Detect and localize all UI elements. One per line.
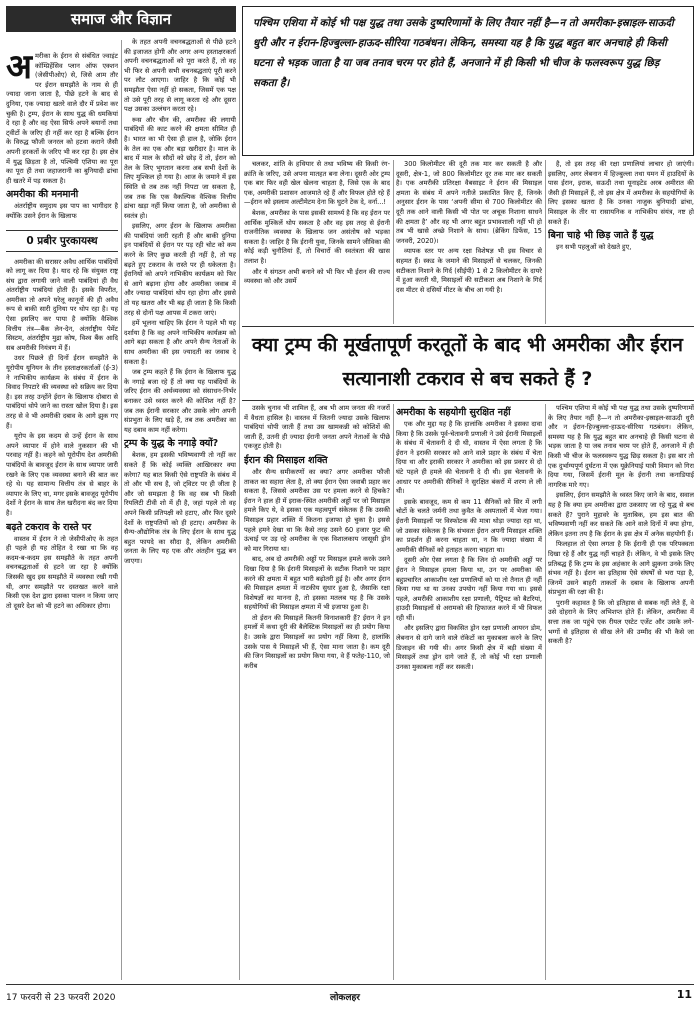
paragraph: है, तो इस तरह की रक्षा प्रणालियां लाचार हो जाएंगी। इसलिए, अगर लेबनान में हिज्बुल्ला तथा यमन में हाउदियों के पास ईरान, इराक, सऊदी तथा यूनाइटेड अरब अमीरात की जैसी ही मिसाइलें हैं, तो इस क्षेत्र में अमरीका के सहयोगियों के लिए इसका खतरा है कि उनका नाजुक बुनियादी ढांचा, मिसाइल के तीर या रासायनिक व नाभिकीय संयंत्र, नष्ट हो सकते हैं। bbox=[548, 160, 694, 226]
paragraph: अमरीका की सरासर अवैध आर्थिक पाबंदियों को लागू कर दिया है। याद रहे कि संयुक्त राष्ट्र संघ द्वारा लगायी जाने वाली पाबंदियां ही वैध अंतर्राष्ट्रीय पाबंदियां होती हैं। इसके विपरीत, अमरीका तो अपने घरेलू कानूनों की ही अवैध रूप से बाकी सारी दुनिया पर थोप रहा है। यह ऐसा इसलिए कर पाया है क्योंकि वैश्विक वित्तीय तंत्र—बैंक लेन-देन, अंतर्राष्ट्रीय पेमेंट सिस्टम, अंतर्राष्ट्रीय मुद्रा कोष, विश्व बैंक आदि सब अमरीकी नियंत्रण में हैं। bbox=[6, 257, 118, 352]
column-8 bbox=[548, 404, 694, 982]
subheading: अमरीका के सहयोगी सुरक्षित नहीं bbox=[396, 407, 511, 418]
paragraph: इसलिए, ईरान समझौते के ध्वस्त किए जाने के बाद, सवाल यह है कि क्या हम अमरीका द्वारा उकसाए जा रहे युद्ध से बच सकते हैं? पुराने मुहावरे के मुताबिक, हम इस बात की भविष्यवाणी नहीं कर सकते कि आने वाले दिनों में क्या होगा, लेकिन इतना तय है कि ईरान के इस क्षेत्र में अनेक सहयोगी हैं। bbox=[548, 491, 694, 538]
column-rule bbox=[239, 40, 240, 980]
column-rule bbox=[393, 160, 394, 324]
paragraph: दूसरी ओर ऐसा लगता है कि जिन दो अमरीकी अड्डों पर ईरान ने मिसाइल हमला किया था, उन पर अमरीका की बहुप्रचारित आकाशीय रक्षा प्रणालियों को या तो तैनात ही नहीं किया गया था या उनका उपयोग नहीं किया गया था। इससे पहले, अमरीकी आकाशीय रक्षा प्रणाली, पैट्रियट को बैटरियां, हाउदी मिसाइलों से अरामको की हिफाजत करने में भी विफल रही थीं। bbox=[396, 556, 542, 622]
column-1 bbox=[6, 52, 118, 982]
paragraph: बेशक, हम इसकी भविष्यवाणी तो नहीं कर सकते हैं कि कोई व्यक्ति आखिरकार क्या करेगा? यह बात किसी ऐसे राष्ट्रपति के संबंध में तो और भी सच है, जो ट्विटर पर ही जीता है और जो समझता है कि वह सब भी किसी रियलिटी टीवी शो में ही है, जहां पहले तो वह अपने किसी प्रतिपक्षी को हटाए, और फिर दूसरे देशों के राष्ट्रपतियों को ही हटाए। अमरीका के सैन्य-औद्योगिक तंत्र के लिए ईरान के साथ युद्ध बहुत फायदे का सौदा है, लेकिन अमरीकी जनता के लिए यह एक और अंतहीन युद्ध बन जाएगा। bbox=[124, 451, 236, 565]
section-title: समाज और विज्ञान bbox=[6, 6, 236, 32]
paragraph: पुरानी कहावत है कि जो इतिहास से सबक नहीं लेते हैं, वे उसे दोहराने के लिए अभिशप्त होते हैं। लेकिन, अमरीका में सत्ता तक जा पहुंचे एक रीयल एस्टेट एजेंट और उसके लगे-भग्गों से इतिहास से सीख लेने की उम्मीद की भी कैसे जा सकती है? bbox=[548, 598, 694, 646]
paragraph: बेशक, अमरीका के पास इसकी सामर्थ्य है कि वह ईरान पर आर्थिक मुश्किलें थोप सकता है और वह इस तरह से ईरानी राजनीतिक व्यवस्था के खिलाफ जन असंतोष को भड़का सकता है। जाहिर है कि ईरानी युवा, जिनके सामने जीविका की कोई कड़ी चुनौतियां हैं, तो विचारों की स्वतंत्रता की खास तलाश है। bbox=[244, 208, 390, 265]
paragraph: यूरोप के इस कदम से उन्हें ईरान के साथ अपने व्यापार में होने वाले नुकसान की भी परवाह नहीं है। कहने को यूरोपीय देश अमरीकी पाबंदियों के बावजूद ईरान के साथ व्यापार जारी रखने के लिए एक व्यवस्था बनाने की बात कर रहे थे। यह सामान्य वित्तीय तंत्र से बाहर के व्यापार के लिए था, मगर इसके बावजूद यूरोपीय देशों ने ईरान के साथ तेल खरीदना बंद कर दिया है। bbox=[6, 432, 118, 517]
paragraph: इन सभी पहलुओं को देखते हुए, bbox=[556, 243, 632, 252]
column-5 bbox=[548, 160, 694, 326]
paragraph: और ये संगठन अभी बनाने को भी फिर भी ईरान की राज्य व्यवस्था को और उसमें bbox=[244, 267, 390, 286]
paragraph: फिलहाल तो ऐसा लगता है कि ईरानी ही एक परिपक्वता दिखा रहे हैं और युद्ध नहीं चाहते हैं। लेकिन, वे भी इसके लिए प्रतिबद्ध हैं कि ट्रम्प के इस अहंकार के आगे झुकना उनके लिए संभव नहीं है। ईरान का इतिहास ऐसे संघर्षों से भरा पड़ा है, जिनमें उसने बाहरी ताकतों के दबाव के खिलाफ अपनी संप्रभुता की रक्षा की है। bbox=[548, 540, 694, 597]
paragraph: के तहत अपनी वचनबद्धताओं से पीछे हटने की इजाजत होगी और अगर अन्य हस्ताक्षरकर्ता अपनी वचनबद्धताओं को पूरा करते हैं, तो वह भी फिर से अपनी सभी वचनबद्धताएं पूरी करने पर लौट आएगा। जाहिर है कि कोई भी समझौता ऐसा नहीं हो सकता, जिसमें एक पक्ष तो उसे पूरी तरह से लागू करता रहे और दूसरा पक्ष उसका उल्लंघन करता रहे। bbox=[124, 38, 236, 114]
column-2 bbox=[124, 38, 236, 982]
column-7 bbox=[396, 404, 542, 982]
headline-rule-bottom bbox=[242, 400, 694, 401]
paragraph: 300 किलोमीटर की दूरी तक मार कर सकती है और दूसरी, क्षेत्र-1, जो 800 किलोमीटर दूर तक मार कर सकती है। एक अमरीकी प्रतिरक्षा वैबसाइट ने ईरान की मिसाइल क्षमता के संबंध में अपने नतीजे प्रकाशित किए हैं, जिनके अनुसार ईरान के पास ‘अपनी सीमा से 700 किलोमीटर की दूरी तक आने वाली किसी भी पोत पर अचूक निशाना साधने की क्षमता है’ और वह भी अगर बहुत प्रभावशाली नहीं भी हो तब भी खासे अच्छे निशाने के साथ। (ब्रेकिंग डिफेंस, 15 जनवरी, 2020)। bbox=[396, 160, 542, 245]
paragraph: और सैन्य समीकरणों का क्या? अगर अमरीका फौजी ताकत का सहारा लेता है, तो क्या ईरान ऐसा जवाबी प्रहार कर सकता है, जिससे अमरीका उस पर हमला करने से हिचके? ईरान ने हाल ही में इराक-स्थित अमरीकी अड्डों पर जो मिसाइल हमले किए थे, वे इसका एक महत्वपूर्ण संकेतक हैं कि उसकी मिसाइल प्रहार शक्ति में कितना इजाफा हो चुका है। इससे पहले हमने देखा था कि कैसे तरह उसने 60 हजार फुट की ऊंचाई पर उड़ रहे अमरीका के एक विशालकाय जासूसी ड्रोन को मार गिराया था। bbox=[244, 467, 390, 553]
paragraph: तो ईरान की मिसाइलें कितनी विनाशकारी हैं? ईरान ने इन हमलों में कथा दूरी की बैलेस्टिक मिसाइलों का ही प्रयोग किया है। उसके द्वारा मिसाइलों का प्रयोग नहीं किया है, हालांकि उसके पास ये मिसाइलें भी हैं, ऐसा माना जाता है। कम दूरी की जिन मिसाइलों का प्रयोग किया गया, वे हैं फतेह-110, जो करीब bbox=[244, 613, 390, 670]
column-4 bbox=[396, 160, 542, 326]
paragraph: बाद, अब दो अमरीकी अड्डों पर मिसाइल हमले करके उसने दिखा दिया है कि ईरानी मिसाइलों के सटीक निशाने पर प्रहार करने की क्षमता में बहुत भारी बढ़ोतरी हुई है। और अगर ईरान की मिसाइल क्षमता में नाटकीय सुधार हुआ है, जैसाकि रक्षा विशेषज्ञों का मानना है, तो इसका मतलब यह है कि उसके सहयोगियों की मिसाइल क्षमता में भी इजाफा हुआ है। bbox=[244, 555, 390, 612]
column-rule bbox=[545, 404, 546, 980]
paragraph: इसके बावजूद, कम से कम 11 सैनिकों को सिर में लगी चोटों के चलते जर्मनी तथा कुवैत के अस्पतालों में भेजा गया। ईरानी मिसाइलों पर विस्फोटक की मात्रा थोड़ा ज्यादा रहा था, जो उसका संकेतक है कि संभवतः ईरान अपनी मिसाइल शक्ति का प्रदर्शन ही करना चाहता था, न कि ज्यादा संख्या में अमरीकी सैनिकों को हताहत करना चाहता था। bbox=[396, 497, 542, 554]
subheading: ईरान की मिसाइल शक्ति bbox=[244, 454, 328, 466]
paragraph: व्यापक स्तर पर अन्य रक्षा विशेषज्ञ भी इस विचार से सहमत हैं। स्कड के जमाने की मिसाइलों से चलकर, जिनकी सटीकता निशाने के गिर्द (सीईपी) 1 से 2 किलोमीटर के दायरे में हुआ करती थी, मिसाइलों की सटीकता अब निशाने के गिर्द दस मीटर से दसियों मीटर के बीच आ गयी है। bbox=[396, 247, 542, 294]
column-rule bbox=[393, 404, 394, 980]
paragraph: इसलिए, अगर ईरान के खिलाफ अमरीका की पाबंदियां जारी रहती हैं और बाकी दुनिया इन पाबंदियों से ईरान पर पड़ रही चोट को कम करने के लिए कुछ करती ही नहीं है, तो यह बढ़ते हुए टकराव के रास्ते पर ही धकेलता है। ईरानियों को अपने नाभिकीय कार्यक्रम को फिर से आगे बढ़ाना होगा और अमरीका जवाब में और ज्यादा पाबंदियां थोप रहा होगा और इससे तो यह खतरा और भी बढ़ ही जाता है कि किसी तरह से दोनों पक्ष आपस में टकरा जाएं। bbox=[124, 222, 236, 317]
subheading: बिना चाहे भी छिड़ जाते हैं युद्ध bbox=[548, 230, 654, 242]
paragraph: उधर पिछले ही दिनों ईरान समझौते के यूरोपीय यूनियन के तीन हस्ताक्षरकर्ताओं (ई-3) ने नाभिकीय कार्यक्रम के संबंध में ईरान के विवाद निपटारे की व्यवस्था को सक्रिय कर दिया है। इस तरह उन्होंने ईरान के खिलाफ दोबारा से पाबंदियां थोपे जाने का रास्ता खोल दिया है। इस तरह से वे भी अमरीकी दबाव के आगे झुक गए हैं। bbox=[6, 354, 118, 430]
column-6 bbox=[244, 404, 390, 982]
column-rule bbox=[121, 40, 122, 980]
drop-cap: अ bbox=[6, 52, 32, 87]
paragraph: हमें भूलना चाहिए कि ईरान ने पहले भी यह दर्शाया है कि वह अपने नाभिकीय कार्यक्रम को आगे बढ़ा सकता है और अपने सैन्य नेताओं के साथ अमरीका की इस ज्यादती का जवाब दे सकता है। bbox=[124, 319, 236, 366]
paragraph: पश्चिम एशिया में कोई भी पक्ष युद्ध तथा उसके दुष्परिणामों के लिए तैयार नहीं है—न तो अमरीका-इस्राइल-साऊदी धुरी और न ईरान-हिज्बुल्ला-हाऊद-सीरिया गठबंधन। लेकिन, समस्या यह है कि युद्ध बहुत बार अनचाहे ही किसी घटना से भड़क जाता है या जब तनाव चरम पर होते हैं, अनजाने में ही किसी भी चीज के फलस्वरूप युद्ध छिड़ सकता है। इस बार तो एक दुर्भाग्यपूर्ण दुर्घटना में एक यूक्रेनियाई यात्री विमान को गिरा दिया गया, जिसमें ईरानी मूल के ईरानी तथा कनाडियाई नागरिक मारे गए। bbox=[548, 404, 694, 489]
paragraph: रूस और चीन की, अमरीका की लगायी पाबंदियों की काट करने की क्षमता सीमित ही है। भारत का भी ऐसा ही हाल है, जोकि ईरान के तेल का एक और बड़ा खरीदार है। माल के बाद में माल के सौदों को छोड़ दें तो, ईरान को तेल के लिए भुगतान करना अब सभी देशों के लिए मुश्किल हो गया है। आज के जमाने में इस स्थिति से तब तक नहीं निपटा जा सकता है, जब तक कि एक वैकल्पिक वैश्विक वित्तीय ढांचा खड़ा नहीं किया जाता है, जो अमरीका से स्वतंत्र हो। bbox=[124, 115, 236, 220]
paragraph: उसके चुनाव भी शामिल हैं, अब भी आम जनता की नजरों में वैधता हासिल है। वास्तव में जितनी ज्यादा उसके खिलाफ पाबंदियां थोपी जाती हैं तथा उस खामकन्नी को कोशिशें की जाती हैं, उतनी ही ज्यादा ईरानी जनता अपने नेताओं के पीछे एकजुट होती है। bbox=[244, 404, 390, 451]
author-byline: 0 प्रबीर पुरकायस्थ bbox=[6, 230, 118, 252]
paragraph: जब ट्रम्प कहते हैं कि ईरान के खिलाफ युद्ध के नगाड़े बजा रहे हैं तो क्या यह पाबंदियों के जरिए ईरान की अर्थव्यवस्था को संसाधन-निर्भर बनाकर उसे ध्वस्त करने की कोशिश नहीं है? जब तक ईरानी सरकार और उसके लोग अपनी संप्रभुता के लिए खड़े हैं, तब तक अमरीका का यह दबाव काम नहीं करेगा। bbox=[124, 368, 236, 434]
column-rule bbox=[545, 160, 546, 324]
paragraph: और इसलिए द्वारा विकसित ड्रोन रक्षा प्रणाली आयरन डोम, लेबनान से दागे जाने वाले रॉकेटों का मुकाबला करने के लिए डिजाइन की गयी थी। अगर किसी क्षेत्र में बड़ी संख्या में मिसाइलें तथा ड्रोन दागे जाते हैं, तो कोई भी रक्षा प्रणाली उनका मुकाबला नहीं कर सकती। bbox=[396, 624, 542, 671]
page-number: 11 bbox=[676, 988, 692, 1001]
paragraph: चलकर, शांति के हथियार से तथा भविष्य की किसी रंग-क्रांति के जरिए, उसे अपना मातहत बना लेना। दूसरी ओर ट्रम्प एक बार फिर वही खेल खेलना चाहता है, जिसे एक के बाद एक, अमरीकी प्रशासन आजमाते रहे हैं और विफल होते रहे हैं—ईरान को इस्लाम अल्टीमेटम देना कि घुटने टेक दे, वर्ना...! bbox=[244, 160, 390, 207]
paragraph: अंतर्राष्ट्रीय समुदाय इस पाप का भागीदार है क्योंकि उसने ईरान के खिलाफ bbox=[6, 202, 118, 220]
newspaper-name: लोकलहर bbox=[330, 993, 360, 1003]
issue-date: 17 फरवरी से 23 फरवरी 2020 bbox=[6, 993, 116, 1003]
headline-rule-top bbox=[242, 326, 694, 327]
headline: क्या ट्रम्प की मूर्खतापूर्ण करतूतों के बाद भी अमरीका और ईरान सत्यानाशी टकराव से बच सकते हैं ? bbox=[252, 334, 683, 390]
paragraph: एक और मुद्दा यह है कि हालांकि अमरीका ने इसका दावा किया है कि उसके पूर्व-चेतावनी प्रणाली ने उसे ईरानी मिसाइलों के संबंध में चेतावनी दे दी थी, वास्तव में ऐसा लगता है कि ईरान ने इराकी सरकार को आने वाले प्रहार के संबंध में चेता दिया था और इराकी सरकार ने अमरीका को इस प्रकार से दो घंटे पहले ही हमले की चेतावनी दे दी थी। इस चेतावनी के आधार पर अमरीकी सैनिकों ने सुरक्षित बंकरों में शरण ले ली थी। bbox=[396, 420, 542, 496]
pull-quote: पश्चिम एशिया में कोई भी पक्ष युद्ध तथा उसके दुष्परिणामों के लिए तैयार नहीं है—न तो अमरीका-इस्राइल-साऊदी धुरी और न ईरान-हिज्बुल्ला-हाऊद-सीरिया गठबंधन। लेकिन, समस्या यह है कि युद्ध बहुत बार अनचाहे ही किसी घटना से भड़क जाता है या जब तनाव चरम पर होते हैं, अनजाने में ही किसी भी चीज के फलस्वरूप युद्ध छिड़ सकता है। bbox=[242, 6, 694, 156]
subheading: बढ़ते टकराव के रास्ते पर bbox=[6, 521, 92, 533]
subheading: अमरीका की मनमानी bbox=[6, 189, 79, 201]
paragraph: वास्तव में ईरान ने तो जेसीपीओए के तहत ही पहले ही यह तोहित दे रखा था कि वह कदम-ब-कदम इस समझौते के तहत अपनी वचनबद्धताओं से हटने जा रहा है क्योंकि जिसकी खुद इस समझौते में व्यवस्था रखी गयी थी, अगर समझौते पर दस्तखत करने वाले किसी एक देश द्वारा इसका पालन न किया जाए तो दूसरे देश को भी हटने का अधिकार होगा। bbox=[6, 534, 118, 610]
column-3 bbox=[244, 160, 390, 326]
footer bbox=[0, 984, 700, 1009]
intro-text: मरीका के ईरान से संबंधित ज्वाइंट कॉम्प्रिहेंसिव प्लान ऑफ एक्शन (जेसीपीओए) से, जिसे आम तौर पर ईरान समझौते के नाम से ही ज्यादा जाना जाता है, पीछे हटने के बाद से दुनिया, एक ज्यादा खतरे वाले दौर में प्रवेश कर चुकी है। ट्रम्प, ईरान के साथ युद्ध की धमकियां दे रहा है और वह ऐसा सिर्फ अपने बयानों तथा ट्वीटों के जरिए ही नहीं कर रहा है बल्कि ईरान के विरुद्ध फौजी जनरल को हटवा कराने जैसी अपनी हरकतों के जरिए भी कर रहा है। इस क्षेत्र में युद्ध छिड़ता है तो, पश्चिमी एशिया का पूरा का पूरा ही तथा जहाजरानी का बुनियादी ढांचा ही खतरे में पड़ सकता है। bbox=[6, 52, 118, 185]
subheading: ट्रम्प के युद्ध के नगाड़े क्यों? bbox=[124, 438, 219, 450]
